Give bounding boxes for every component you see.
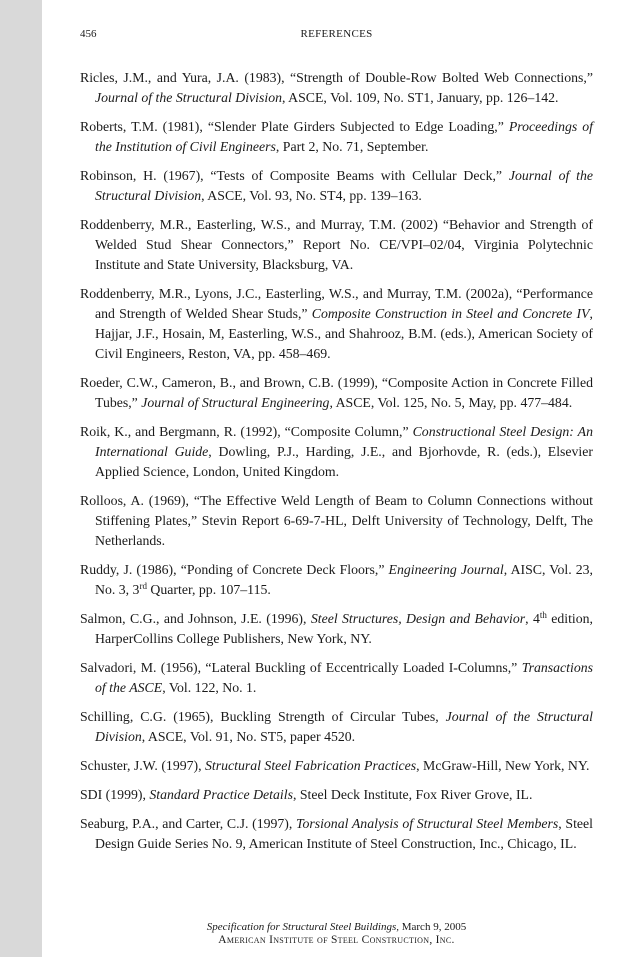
italic-title: Journal of the Structural Division: [95, 709, 593, 744]
footer-spec-date: March 9, 2005: [398, 921, 467, 933]
reference-entry: [80, 609, 593, 649]
reference-text: Roberts, T.M. (1981), “Slender Plate Girders Subjected to Edge Loading,”: [80, 119, 509, 134]
superscript-text: rd: [139, 581, 147, 591]
document-page: [42, 0, 638, 957]
reference-text: Seaburg, P.A., and Carter, C.J. (1997),: [80, 816, 297, 831]
reference-text: , McGraw-Hill, New York, NY.: [416, 758, 590, 773]
italic-title: Transactions of the ASCE: [95, 660, 593, 695]
reference-text: Schuster, J.W. (1997),: [80, 758, 206, 773]
italic-title: Steel Structures, Design and Behavior: [310, 611, 526, 626]
reference-text: edition, HarperCollins College Publishers, New York, NY.: [95, 611, 593, 646]
reference-text: Roeder, C.W., Cameron, B., and Brown, C.B. (1999), “Composite Action in Concrete Filled Tubes,”: [80, 375, 593, 410]
page-footer: [80, 921, 593, 947]
italic-title: Journal of the Structural Division: [95, 90, 283, 105]
italic-title: Structural Steel Fabrication Practices: [205, 758, 417, 773]
reference-entry: [80, 422, 593, 482]
reference-text: , ASCE, Vol. 91, No. ST5, paper 4520.: [141, 729, 356, 744]
reference-text: , Steel Deck Institute, Fox River Grove, IL.: [292, 787, 533, 802]
reference-text: SDI (1999),: [80, 787, 150, 802]
reference-entry: [80, 707, 593, 747]
reference-text: Quarter, pp. 107–115.: [146, 582, 271, 597]
italic-title: Constructional Steel Design: An International Guide: [95, 424, 593, 459]
reference-entry: [80, 373, 593, 413]
italic-title: Journal of Structural Engineering: [141, 395, 330, 410]
reference-text: Ruddy, J. (1986), “Ponding of Concrete Deck Floors,”: [80, 562, 389, 577]
reference-list: [80, 68, 593, 863]
superscript-text: th: [539, 610, 547, 620]
italic-title: Torsional Analysis of Structural Steel Members: [296, 816, 559, 831]
reference-entry: [80, 785, 593, 805]
reference-entry: [80, 814, 593, 854]
page-margin-band: [0, 0, 42, 957]
reference-text: , ASCE, Vol. 93, No. ST4, pp. 139–163.: [201, 188, 422, 203]
reference-entry: [80, 68, 593, 108]
reference-text: , Hajjar, J.F., Hosain, M, Easterling, W.S., and Shahrooz, B.M. (eds.), American Society of Civil Engineers, Reston, VA, pp. 458–469.: [95, 306, 593, 361]
reference-entry: [80, 491, 593, 551]
reference-text: , AISC, Vol. 23, No. 3, 3: [95, 562, 594, 597]
reference-entry: [80, 756, 593, 776]
page-number: 456: [80, 28, 97, 40]
reference-text: Robinson, H. (1967), “Tests of Composite Beams with Cellular Deck,”: [80, 168, 509, 183]
italic-title: Proceedings of the Institution of Civil Engineers: [95, 119, 593, 154]
reference-text: Ricles, J.M., and Yura, J.A. (1983), “Strength of Double-Row Bolted Web Connections,”: [80, 70, 593, 85]
italic-title: Standard Practice Details: [149, 787, 293, 802]
reference-text: , ASCE, Vol. 109, No. ST1, January, pp. 126–142.: [282, 90, 559, 105]
footer-spec-title: Specification for Structural Steel Buildings,: [206, 921, 399, 933]
reference-text: , Part 2, No. 71, September.: [275, 139, 429, 154]
italic-title: Journal of the Structural Division: [95, 168, 593, 203]
italic-title: Composite Construction in Steel and Concrete IV: [311, 306, 590, 321]
reference-text: Salmon, C.G., and Johnson, J.E. (1996),: [80, 611, 311, 626]
reference-text: , ASCE, Vol. 125, No. 5, May, pp. 477–484.: [329, 395, 573, 410]
reference-text: Rolloos, A. (1969), “The Effective Weld Length of Beam to Column Connections without Stiffening Plates,” Stevin Report 6-69-7-HL, Delft University of Technology, Delft, The Netherlands.: [80, 493, 593, 548]
reference-text: Salvadori, M. (1956), “Lateral Buckling of Eccentrically Loaded I-Columns,”: [80, 660, 522, 675]
reference-text: , Steel Design Guide Series No. 9, American Institute of Steel Construction, Inc., Chicago, IL.: [95, 816, 593, 851]
footer-spec-line: [80, 921, 593, 934]
reference-entry: [80, 560, 593, 600]
reference-entry: [80, 658, 593, 698]
reference-text: Schilling, C.G. (1965), Buckling Strength of Circular Tubes,: [80, 709, 446, 724]
reference-text: Roik, K., and Bergmann, R. (1992), “Composite Column,”: [80, 424, 413, 439]
reference-text: , Dowling, P.J., Harding, J.E., and Bjorhovde, R. (eds.), Elsevier Applied Science, London, United Kingdom.: [95, 444, 593, 479]
reference-text: , 4: [525, 611, 540, 626]
running-title: REFERENCES: [300, 28, 373, 40]
reference-entry: [80, 215, 593, 275]
footer-organization: American Institute of Steel Construction, Inc.: [218, 934, 455, 946]
reference-entry: [80, 284, 593, 364]
reference-entry: [80, 166, 593, 206]
reference-text: , Vol. 122, No. 1.: [162, 680, 257, 695]
reference-text: Roddenberry, M.R., Easterling, W.S., and Murray, T.M. (2002) “Behavior and Strength of Welded Stud Shear Connectors,” Report No. CE/VPI–02/04, Virginia Polytechnic Institute and State University, Blacksburg, VA.: [80, 217, 593, 272]
reference-entry: [80, 117, 593, 157]
italic-title: Engineering Journal: [388, 562, 504, 577]
reference-text: Roddenberry, M.R., Lyons, J.C., Easterling, W.S., and Murray, T.M. (2002a), “Performance and Strength of Welded Shear Studs,”: [80, 286, 593, 321]
